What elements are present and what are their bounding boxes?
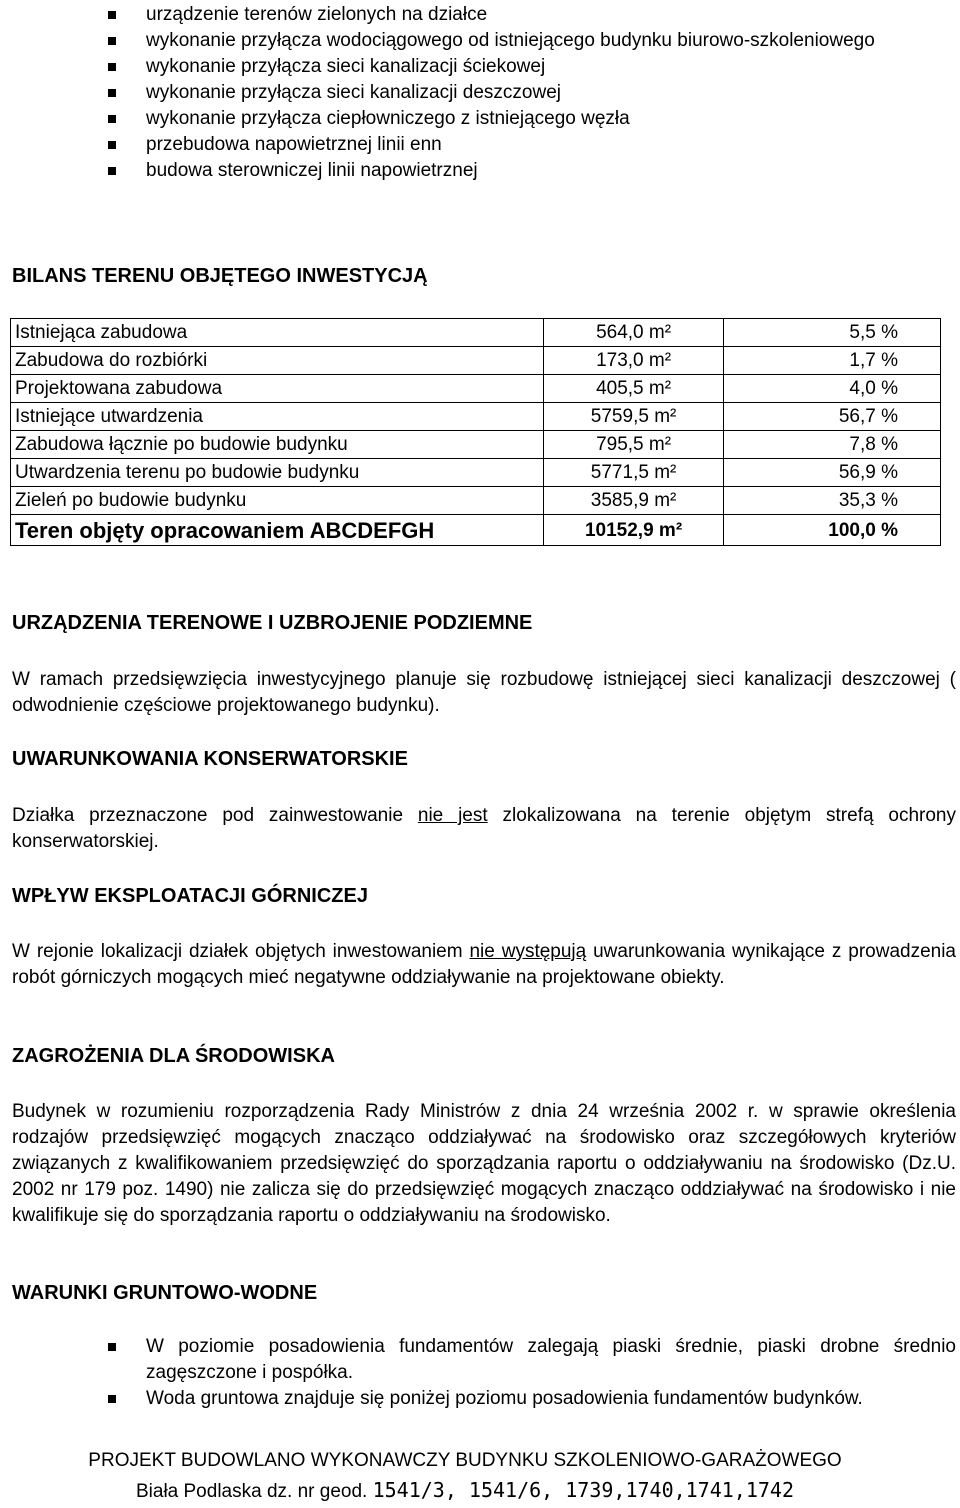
- table-row: [11, 375, 941, 403]
- list-item: wykonanie przyłącza sieci kanalizacji ściekowej: [108, 54, 956, 80]
- table-row: [11, 459, 941, 487]
- total-area: 10152,9 m²: [543, 515, 723, 546]
- row-name: Zabudowa łącznie po budowie budynku: [11, 431, 544, 459]
- underlined-text: nie jest: [417, 805, 488, 826]
- list-item: W poziomie posadowienia fundamentów zalegają piaski średnie, piaski drobne średnio zagęszczone i pospółka.: [108, 1334, 956, 1386]
- row-area: 5771,5 m²: [543, 459, 723, 487]
- gruntowo-heading: WARUNKI GRUNTOWO-WODNE: [12, 1282, 318, 1304]
- row-name: Utwardzenia terenu po budowie budynku: [11, 459, 544, 487]
- row-name: Zieleń po budowie budynku: [11, 487, 544, 515]
- row-percent: 1,7 %: [724, 347, 941, 375]
- table-row: [11, 347, 941, 375]
- table-row: [11, 319, 941, 347]
- row-area: 795,5 m²: [543, 431, 723, 459]
- gornicze-text: [12, 939, 956, 991]
- list-item: urządzenie terenów zielonych na działce: [108, 2, 956, 28]
- list-item: wykonanie przyłącza sieci kanalizacji deszczowej: [108, 80, 956, 106]
- list-item: wykonanie przyłącza wodociągowego od istniejącego budynku biurowo-szkoleniowego: [108, 28, 956, 54]
- footer-parcel-numbers: 1541/3, 1541/6, 1739,1740,1741,1742: [372, 1478, 795, 1502]
- table-row: [11, 487, 941, 515]
- row-area: 5759,5 m²: [543, 403, 723, 431]
- row-area: 405,5 m²: [543, 375, 723, 403]
- total-percent: 100,0 %: [724, 515, 941, 546]
- row-percent: 56,7 %: [724, 403, 941, 431]
- row-percent: 4,0 %: [724, 375, 941, 403]
- row-percent: 56,9 %: [724, 459, 941, 487]
- row-area: 564,0 m²: [543, 319, 723, 347]
- footer-title: PROJEKT BUDOWLANO WYKONAWCZY BUDYNKU SZKOLENIOWO-GARAŻOWEGO: [88, 1450, 842, 1471]
- list-item: przebudowa napowietrznej linii enn: [108, 132, 956, 158]
- top-bullet-list: [108, 2, 956, 184]
- srodowisko-heading: ZAGROŻENIA DLA ŚRODOWISKA: [12, 1045, 335, 1067]
- row-name: Zabudowa do rozbiórki: [11, 347, 544, 375]
- urzadzenia-heading: URZĄDZENIA TERENOWE I UZBROJENIE PODZIEMNE: [12, 612, 533, 634]
- row-percent: 5,5 %: [724, 319, 941, 347]
- bilans-heading: BILANS TERENU OBJĘTEGO INWESTYCJĄ: [12, 265, 428, 287]
- list-item: budowa sterowniczej linii napowietrznej: [108, 158, 956, 184]
- footer-location: [0, 1478, 930, 1503]
- list-item: Woda gruntowa znajduje się poniżej poziomu posadowienia fundamentów budynków.: [108, 1386, 956, 1412]
- row-name: Istniejąca zabudowa: [11, 319, 544, 347]
- table-row: [11, 431, 941, 459]
- row-area: 3585,9 m²: [543, 487, 723, 515]
- gornicze-heading: WPŁYW EKSPLOATACJI GÓRNICZEJ: [12, 885, 368, 907]
- bilans-table: [10, 318, 941, 546]
- row-area: 173,0 m²: [543, 347, 723, 375]
- table-total-row: [11, 515, 941, 546]
- text-part: uwarunkowania wynikające z prowadzenia robót górniczych mogących mieć negatywne oddziaływanie na projektowane obiekty.: [12, 941, 957, 988]
- text-part: W rejonie lokalizacji działek objętych inwestowaniem: [12, 941, 470, 962]
- konserwatorskie-heading: UWARUNKOWANIA KONSERWATORSKIE: [12, 748, 408, 770]
- footer-prefix: Biała Podlaska dz. nr geod.: [135, 1481, 373, 1502]
- row-name: Projektowana zabudowa: [11, 375, 544, 403]
- table-row: [11, 403, 941, 431]
- urzadzenia-text: W ramach przedsięwzięcia inwestycyjnego planuje się rozbudowę istniejącej sieci kanalizacji deszczowej ( odwodnienie częściowe projektowanego budynku).: [12, 669, 956, 716]
- text-part: Działka przeznaczone pod zainwestowanie: [12, 805, 418, 826]
- konserwatorskie-text: [12, 803, 956, 855]
- underlined-text: nie występują: [469, 941, 587, 962]
- srodowisko-text: Budynek w rozumieniu rozporządzenia Rady Ministrów z dnia 24 września 2002 r. w sprawie określenia rodzajów przedsięwzięć mogących znacząco oddziaływać na środowisko oraz szczegółowych kryteriów związanych z kwalifikowaniem przedsięwzięć do sporządzania raportu o oddziaływaniu na środowisko (Dz.U. 2002 nr 179 poz. 1490) nie zalicza się do przedsięwzięć mogących znacząco oddziaływać na środowisko i nie kwalifikuje się do sporządzania raportu o oddziaływaniu na środowisko.: [12, 1101, 956, 1226]
- list-item: wykonanie przyłącza ciepłowniczego z istniejącego węzła: [108, 106, 956, 132]
- row-name: Istniejące utwardzenia: [11, 403, 544, 431]
- row-percent: 7,8 %: [724, 431, 941, 459]
- total-name: Teren objęty opracowaniem ABCDEFGH: [11, 515, 544, 546]
- text-part: zlokalizowana na terenie objętym strefą ochrony konserwatorskiej.: [12, 805, 956, 852]
- gruntowo-list: [108, 1334, 956, 1412]
- row-percent: 35,3 %: [724, 487, 941, 515]
